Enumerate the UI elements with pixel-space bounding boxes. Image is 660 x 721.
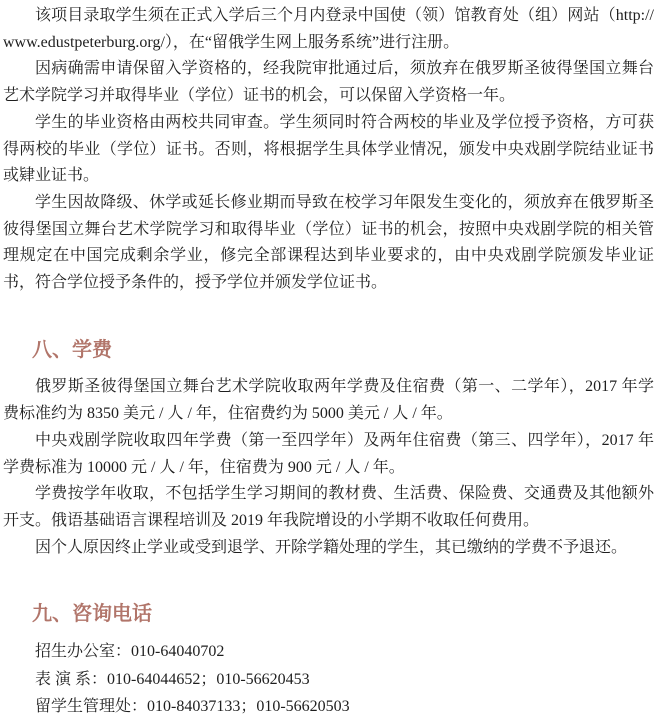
- tuition-section: [3, 374, 654, 561]
- enrollment-notes-section: [3, 3, 654, 297]
- intro-paragraph-graduation-review: 学生的毕业资格由两校共同审查。学生须同时符合两校的毕业及学位授予资格，方可获得两校的毕业（学位）证书。否则，将根据学生具体学业情况，颁发中央戏剧学院结业证书或肄业证书。: [3, 113, 654, 185]
- section-8-tuition-heading: 八、学费: [32, 338, 112, 361]
- phone-line-international-students-office: 留学生管理处：010-84037133；010-56620503: [35, 698, 350, 716]
- section-9-contact-heading: 九、咨询电话: [32, 603, 152, 626]
- intro-paragraph-deferral: 因病确需申请保留入学资格的，经我院审批通过后，须放弃在俄罗斯圣彼得堡国立舞台艺术学院学习并取得毕业（学位）证书的机会，可以保留入学资格一年。: [3, 60, 654, 105]
- tuition-paragraph-refund-policy: 因个人原因终止学业或受到退学、开除学籍处理的学生，其已缴纳的学费不予退还。: [35, 538, 628, 556]
- tuition-paragraph-russia-fees: 俄罗斯圣彼得堡国立舞台艺术学院收取两年学费及住宿费（第一、二学年），2017 年学费标准约为 8350 美元 / 人 / 年，住宿费约为 5000 美元 / 人 / 年。: [3, 378, 654, 423]
- tuition-paragraph-china-fees: 中央戏剧学院收取四年学费（第一至四学年）及两年住宿费（第三、四学年），2017 年学费标准为 10000 元 / 人 / 年，住宿费为 900 元 / 人 / 年。: [3, 431, 654, 476]
- tuition-paragraph-exclusions: 学费按学年收取，不包括学生学习期间的教材费、生活费、保险费、交通费及其他额外开支。俄语基础语言课程培训及 2019 年我院增设的小学期不收取任何费用。: [3, 485, 654, 529]
- contact-section: [3, 638, 654, 721]
- intro-paragraph-registration: 该项目录取学生须在正式入学后三个月内登录中国使（领）馆教育处（组）网站（http://www.edustpeterburg.org/），在“留俄学生网上服务系统”进行注册。: [3, 7, 654, 51]
- phone-line-performance-department: 表 演 系：010-64044652；010-56620453: [35, 670, 310, 688]
- phone-line-admissions-office: 招生办公室：010-64040702: [35, 643, 225, 661]
- intro-paragraph-extension: 学生因故降级、休学或延长修业期而导致在校学习年限发生变化的，须放弃在俄罗斯圣彼得堡国立舞台艺术学院学习和取得毕业（学位）证书的机会，按照中央戏剧学院的相关管理规定在中国完成剩余学业，修完全部课程达到毕业要求的，由中央戏剧学院颁发毕业证书，符合学位授予条件的，授予学位并颁发学位证书。: [3, 193, 654, 292]
